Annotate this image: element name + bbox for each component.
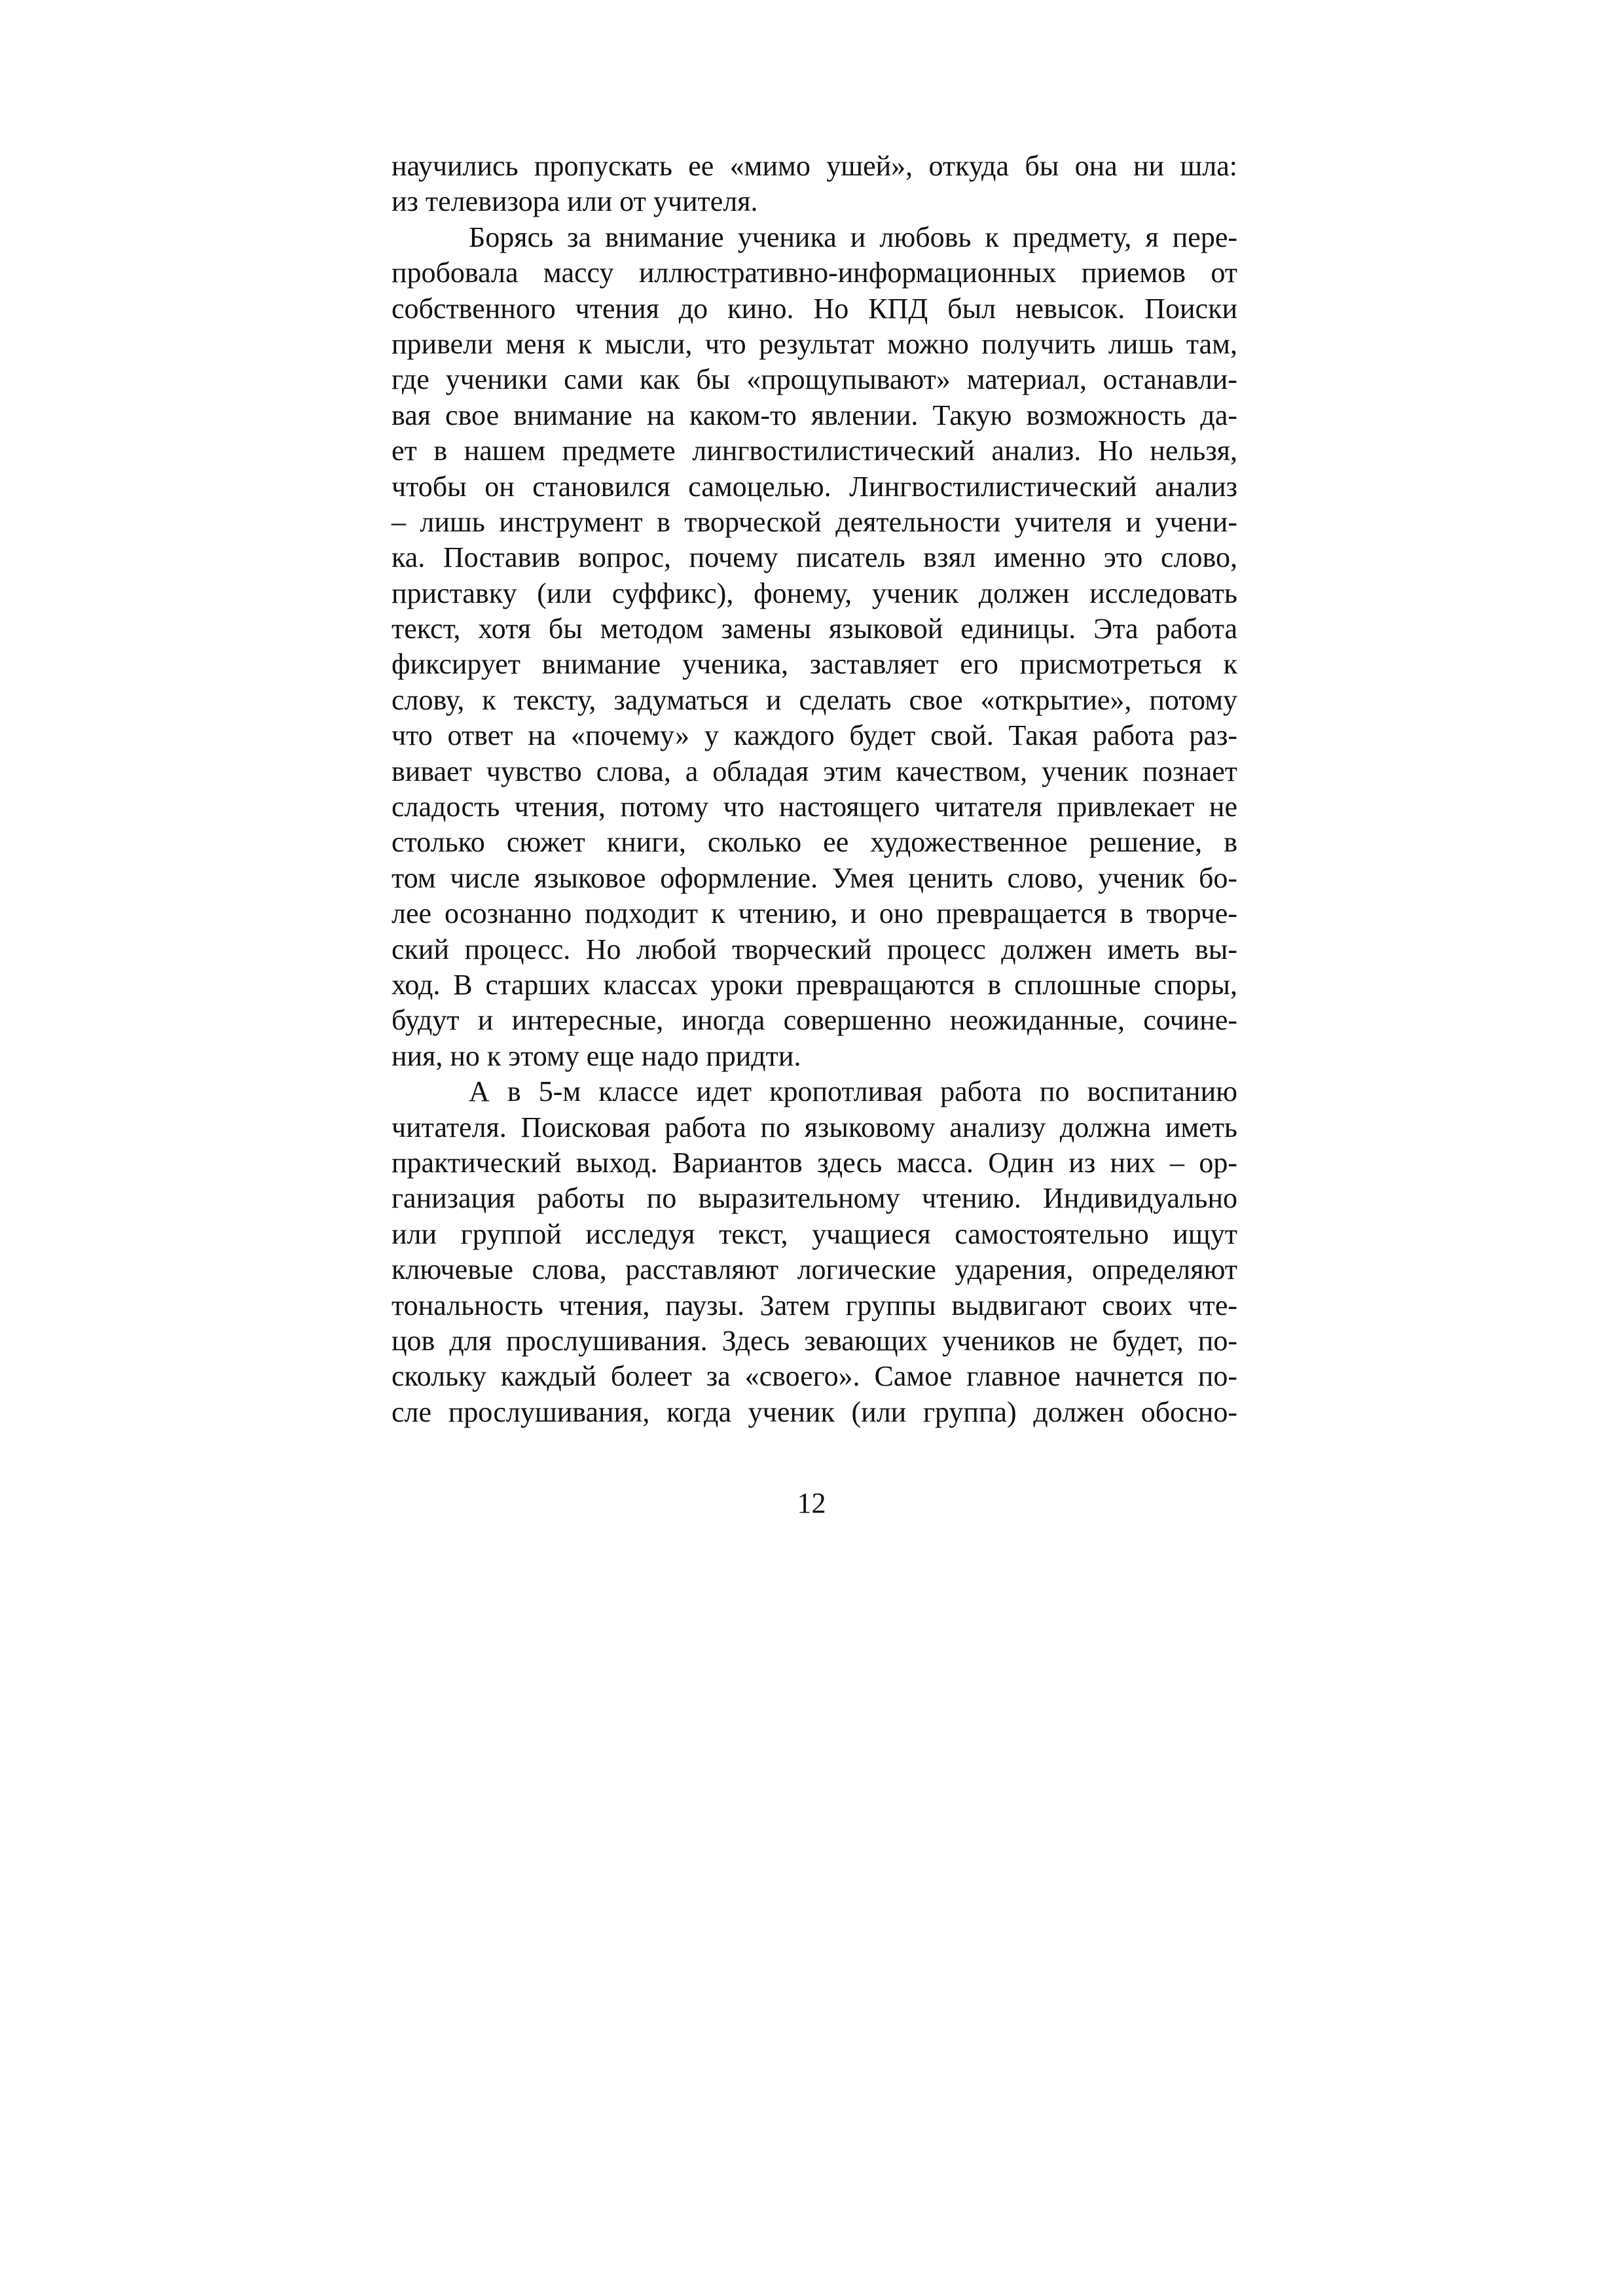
paragraph-2-line: привели меня к мысли, что результат можно получить лишь там,: [392, 327, 1237, 360]
paragraph-3-line: практический выход. Вариантов здесь масса. Один из них – ор-: [392, 1146, 1237, 1179]
paragraph-3-line: или группой исследуя текст, учащиеся самостоятельно ищут: [392, 1217, 1237, 1250]
paragraph-3-line: А в 5-м классе идет кропотливая работа по воспитанию: [469, 1075, 1237, 1108]
paragraph-2-line: Борясь за внимание ученика и любовь к предмету, я пере-: [469, 221, 1237, 253]
paragraph-3-line: цов для прослушивания. Здесь зевающих учеников не будет, по-: [392, 1324, 1237, 1357]
paragraph-2-line: приставку (или суффикс), фонему, ученик должен исследовать: [392, 577, 1237, 609]
paragraph-2-line: собственного чтения до кино. Но КПД был невысок. Поиски: [392, 292, 1237, 325]
body-text: [392, 149, 1237, 1430]
paragraph-3-line: скольку каждый болеет за «своего». Самое главное начнется по-: [392, 1360, 1237, 1393]
page-number: 12: [797, 1487, 826, 1519]
paragraph-2-line: слову, к тексту, задуматься и сделать свое «открытие», потому: [392, 683, 1237, 716]
paragraph-2-line: – лишь инструмент в творческой деятельности учителя и учени-: [392, 505, 1237, 538]
paragraph-2-line: вивает чувство слова, а обладая этим качеством, ученик познает: [392, 755, 1237, 787]
paragraph-2-line: где ученики сами как бы «прощупывают» материал, останавли-: [392, 363, 1237, 396]
paragraph-1-line: научились пропускать ее «мимо ушей», откуда бы она ни шла:: [392, 150, 1237, 182]
paragraph-3-line: тональность чтения, паузы. Затем группы выдвигают своих чте-: [392, 1289, 1237, 1321]
paragraph-3-line: ганизация работы по выразительному чтению. Индивидуально: [392, 1182, 1237, 1215]
paragraph-2-line: что ответ на «почему» у каждого будет свой. Такая работа раз-: [392, 719, 1237, 752]
paragraph-2-line: лее осознанно подходит к чтению, и оно превращается в творче-: [392, 897, 1237, 930]
paragraph-2-line: столько сюжет книги, сколько ее художественное решение, в: [392, 826, 1237, 859]
paragraph-2-line: вая свое внимание на каком-то явлении. Такую возможность да-: [392, 399, 1237, 431]
paragraph-2-line: чтобы он становился самоцелью. Лингвостилистический анализ: [392, 470, 1237, 503]
paragraph-2-line: пробовала массу иллюстративно-информационных приемов от: [392, 257, 1237, 289]
paragraph-3-line: ключевые слова, расставляют логические ударения, определяют: [392, 1253, 1237, 1286]
paragraph-2-line: фиксирует внимание ученика, заставляет его присмотреться к: [392, 648, 1237, 681]
paragraph-2-line: текст, хотя бы методом замены языковой единицы. Эта работа: [392, 613, 1237, 645]
paragraph-2-line: ский процесс. Но любой творческий процесс должен иметь вы-: [392, 933, 1237, 965]
paragraph-2-line: будут и интересные, иногда совершенно неожиданные, сочине-: [392, 1004, 1237, 1037]
paragraph-1-line: из телевизора или от учителя.: [392, 185, 758, 218]
paragraph-2-line: ет в нашем предмете лингвостилистический анализ. Но нельзя,: [392, 435, 1237, 467]
paragraph-2-line: том числе языковое оформление. Умея ценить слово, ученик бо-: [392, 861, 1237, 894]
paragraph-3-line: сле прослушивания, когда ученик (или группа) должен обосно-: [392, 1395, 1237, 1428]
paragraph-2-line: ния, но к этому еще надо придти.: [392, 1039, 801, 1072]
paragraph-2-line: сладость чтения, потому что настоящего читателя привлекает не: [392, 791, 1237, 823]
paragraph-3-line: читателя. Поисковая работа по языковому анализу должна иметь: [392, 1111, 1237, 1143]
paragraph-2-line: ход. В старших классах уроки превращаются в сплошные споры,: [392, 968, 1237, 1001]
paragraph-2-line: ка. Поставив вопрос, почему писатель взял именно это слово,: [392, 541, 1237, 574]
